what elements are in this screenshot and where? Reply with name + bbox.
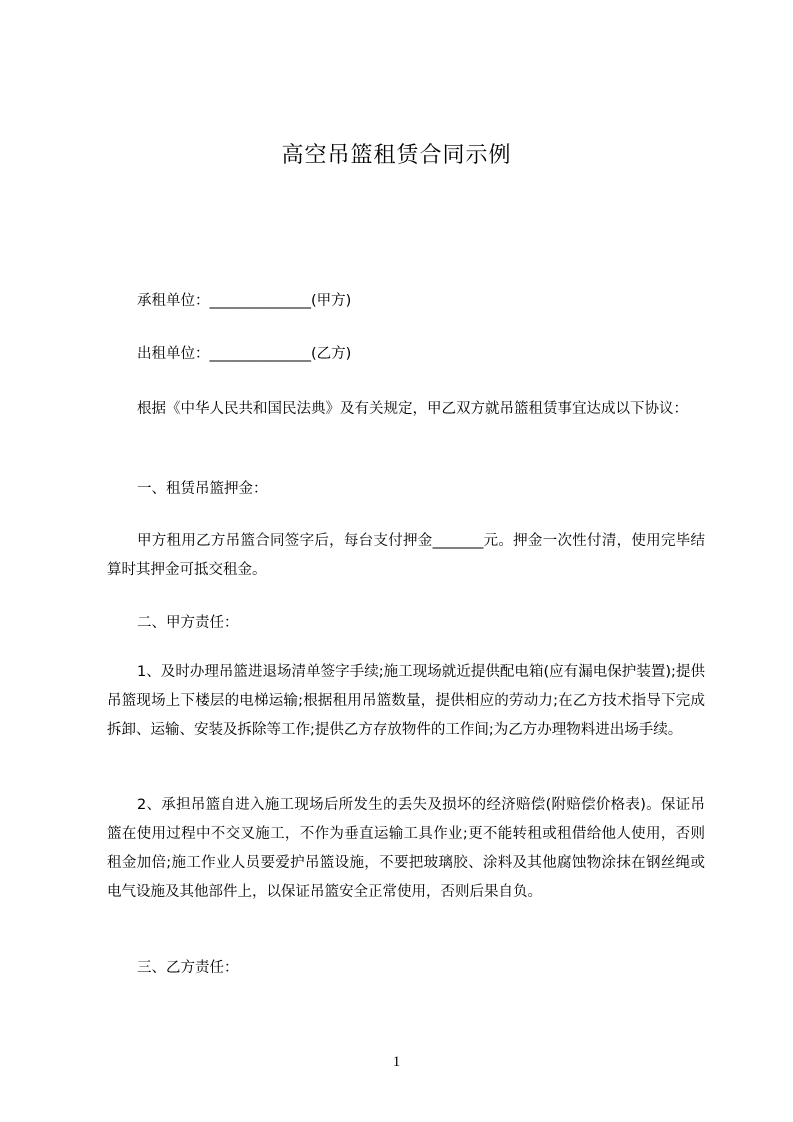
section-3-heading: 三、乙方责任： [137,960,239,976]
section-2-item-2: 2、承担吊篮自进入施工现场后所发生的丢失及损坏的经济赔偿(附赔偿价格表)。保证吊篮在使用过程中不交叉施工，不作为垂直运输工具作业;更不能转租或租借给他人使用，否则租金加倍;施工作业人员要爱护吊篮设施，不要把玻璃胶、涂料及其他腐蚀物涂抹在钢丝绳或电气设施及其他部件上，以保证吊篮安全正常使用，否则后果自负。 [107,797,705,900]
party-b-line: 出租单位：______________(乙方) [137,346,352,362]
section-1-body: 甲方租用乙方吊篮合同签字后，每台支付押金_______元。押金一次性付清，使用完毕结算时其押金可抵交租金。 [107,533,705,578]
section-2-item-1: 1、及时办理吊篮进退场清单签字手续;施工现场就近提供配电箱(应有漏电保护装置);提供吊篮现场上下楼层的电梯运输;根据租用吊篮数量，提供相应的劳动力;在乙方技术指导下完成拆卸、运输、安装及拆除等工作;提供乙方存放物件的工作间;为乙方办理物料进出场手续。 [107,664,705,738]
section-1-heading: 一、租赁吊篮押金： [137,481,268,497]
document-title: 高空吊篮租赁合同示例 [281,143,512,168]
party-a-line: 承租单位：______________(甲方) [137,293,352,309]
section-2-heading: 二、甲方责任： [137,615,239,631]
intro-paragraph: 根据《中华人民共和国民法典》及有关规定，甲乙双方就吊篮租赁事宜达成以下协议： [137,401,688,417]
page-number: 1 [392,1054,401,1070]
